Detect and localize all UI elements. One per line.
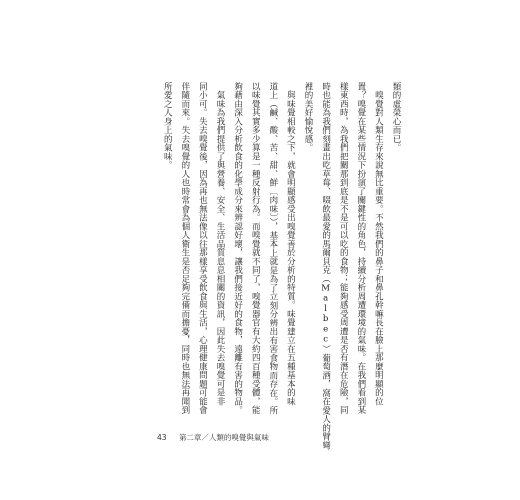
text-column: 類的虛榮心而已。 xyxy=(391,82,401,152)
text-column: 夠藉由深入分析飲食的化學成分來辨認好壞，讓我們接近好的食物，遠離有害的物品。 xyxy=(232,82,243,415)
text-column: 同小可。失去嗅覺後，因為再也無法像以往那樣享受飲食與生活，心理健康問題可能會 xyxy=(197,82,208,415)
text-column: 裡的美好愉悅感。 xyxy=(303,82,313,152)
text-column: 嗅覺對人類生存來說無比重要。不然我們的鼻子和鼻孔幹嘛長在臉上那麼明顯的位 xyxy=(373,82,384,406)
text-column: 時也能為我們刻畫出吃草莓、啜飲最愛的馬爾貝克（Malbec）葡萄酒，窩在愛人的臂彎 xyxy=(320,82,331,450)
text-column: 道上（鹹、酸、苦、甜、鮮〔肉味〕），基本上就是為了立刻分辨出有害食物而存在。所 xyxy=(267,82,278,415)
text-column: 所愛之人身上的氣味。 xyxy=(162,82,173,170)
running-head: 第二章／人類的嗅覺與氣味 xyxy=(178,433,269,442)
text-column: 樣東西時，為我們把關那到底是不是可以吃的食物；能夠感受周遭是否有潛在危險，同 xyxy=(338,82,349,415)
page-footer xyxy=(157,432,269,443)
text-column: 伴隨而來。失去嗅覺的人也時常會為個人衛生是否足夠完備而擔憂，同時也無法再聞到 xyxy=(179,82,190,415)
text-column: 置？嗅覺在某些情況下扮演了關鍵性的角色，持續分析周遭環境的氣味。在我們看到某 xyxy=(355,82,366,415)
page-number: 43 xyxy=(157,433,167,442)
text-column: 與味覺相較之下，就會明顯感受出嗅覺善於分析的特質。味覺建立在五種基本的味 xyxy=(285,82,296,406)
text-column: 氣味為我們提供了與營養、安全、生活品質息息相關的資訊，因此失去嗅覺可是非 xyxy=(215,82,225,406)
text-column: 以味覺其實多少算是一種反射行為。而嗅覺就不同了，嗅覺器官有大約四百種受體，能 xyxy=(250,82,261,415)
